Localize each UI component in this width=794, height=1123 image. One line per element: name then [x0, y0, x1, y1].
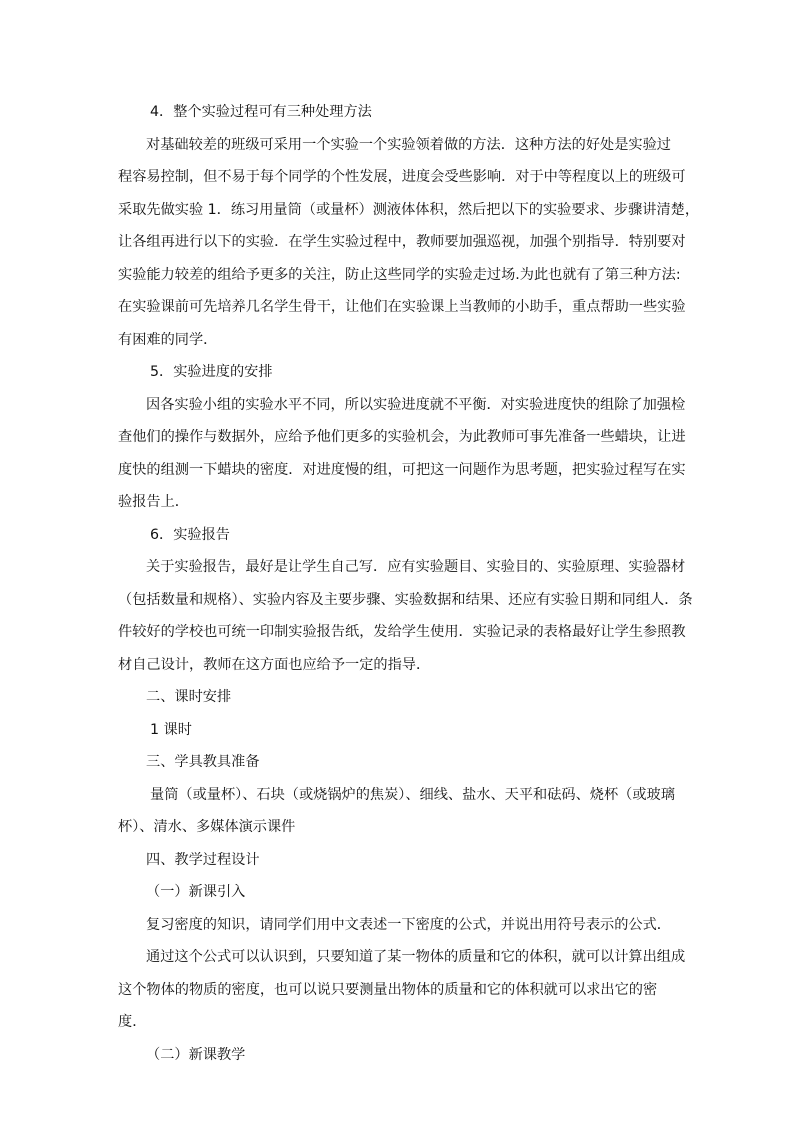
lesson-hours: 1 课时 — [150, 721, 192, 738]
text-line: （包括数量和规格）、实验内容及主要步骤、实验数据和结果、还应有实验日期和同组人．条 — [118, 591, 693, 608]
text-line: 有困难的同学． — [118, 331, 218, 348]
text-line: 这个物体的物质的密度，也可以说只要测量出物体的质量和它的体积就可以求出它的密 — [118, 981, 658, 998]
text-line: 复习密度的知识，请同学们用中文表述一下密度的公式，并说出用符号表示的公式． — [146, 916, 671, 933]
text-line: 对基础较差的班级可采用一个实验一个实验领着做的方法．这种方法的好处是实验过 — [146, 136, 671, 153]
section-heading: 6．实验报告 — [150, 526, 230, 543]
text-line: 采取先做实验 1．练习用量筒（或量杯）测液体体积，然后把以下的实验要求、步骤讲清楚， — [118, 201, 700, 218]
paragraph — [118, 782, 680, 842]
text-line: 材自己设计，教师在这方面也应给予一定的指导． — [118, 656, 431, 673]
text-line: 实验能力较差的组给予更多的关注，防止这些同学的实验走过场.为此也就有了第三种方法: — [118, 266, 681, 283]
text-line: 杯）、清水、多媒体演示课件 — [118, 819, 296, 835]
part-heading: 二、课时安排 — [146, 689, 232, 705]
part-heading: 三、学具教具准备 — [146, 754, 260, 770]
text-line: 件较好的学校也可统一印制实验报告纸，发给学生使用．实验记录的表格最好让学生参照教 — [118, 624, 686, 640]
text-line: 关于实验报告，最好是让学生自己写．应有实验题目、实验目的、实验原理、实验器材 — [146, 559, 686, 575]
text-line: 因各实验小组的实验水平不同，所以实验进度就不平衡．对实验进度快的组除了加强检 — [146, 396, 686, 413]
text-line: 程容易控制，但不易于每个同学的个性发展，进度会受些影响．对于中等程度以上的班级可 — [118, 169, 686, 185]
subsection-heading: （一）新课引入 — [146, 884, 246, 900]
text-line: 通过这个公式可以认识到，只要知道了某一物体的质量和它的体积，就可以计算出组成 — [146, 949, 686, 965]
subsection-heading: （二）新课教学 — [146, 1046, 246, 1063]
text-line: 让各组再进行以下的实验．在学生实验过程中，教师要加强巡视，加强个别指导．特别要对 — [118, 234, 686, 250]
document-body — [118, 99, 700, 1074]
paragraph — [118, 132, 700, 354]
part-heading: 四、教学过程设计 — [146, 851, 260, 868]
paragraph — [118, 554, 693, 679]
section-heading: 4．整个实验过程可有三种处理方法 — [150, 104, 372, 120]
text-line: 度快的组测一下蜡块的密度．对进度慢的组，可把这一问题作为思考题，把实验过程写在实 — [118, 461, 686, 478]
paragraph — [118, 392, 686, 517]
section-heading: 5．实验进度的安排 — [150, 364, 273, 380]
text-line: 度． — [118, 1014, 147, 1030]
text-line: 验报告上． — [118, 494, 189, 510]
text-line: 量筒（或量杯）、石块（或烧锅炉的焦炭）、细线、盐水、天平和砝码、烧杯（或玻璃 — [150, 786, 675, 803]
text-line: 在实验课前可先培养几名学生骨干，让他们在实验课上当教师的小助手，重点帮助一些实验 — [118, 299, 686, 315]
paragraph — [118, 944, 686, 1036]
text-line: 查他们的操作与数据外，应给予他们更多的实验机会，为此教师可事先准备一些蜡块，让进 — [118, 429, 686, 445]
